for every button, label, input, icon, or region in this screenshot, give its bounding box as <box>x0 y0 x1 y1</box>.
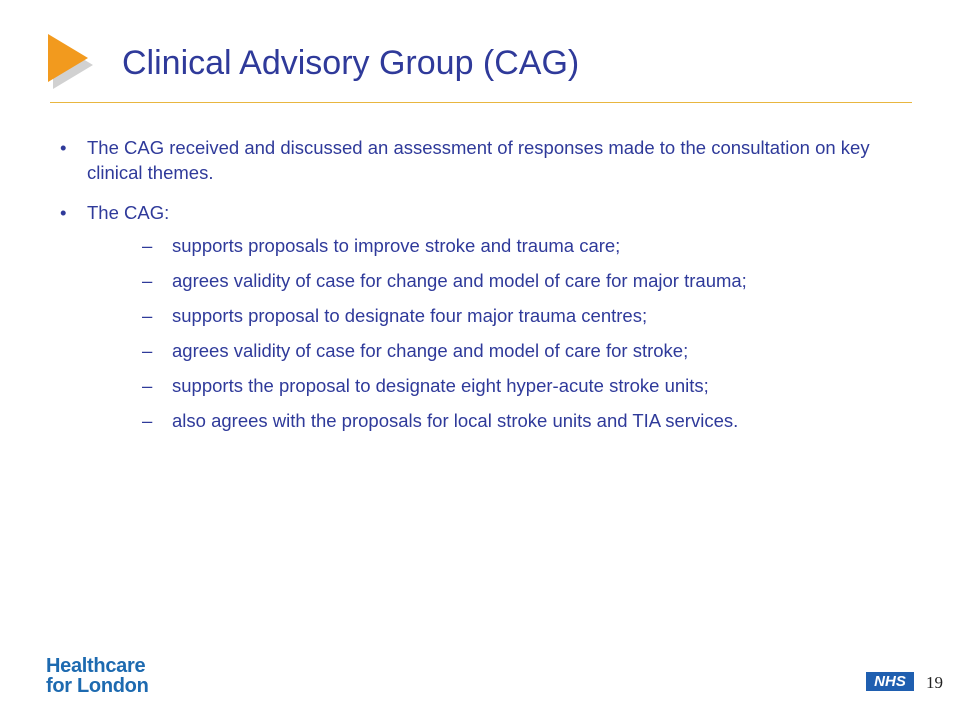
slide-title: Clinical Advisory Group (CAG) <box>122 44 580 82</box>
sub-item-text: agrees validity of case for change and model of care for major trauma; <box>172 270 747 291</box>
bullet-glyph: • <box>60 137 67 158</box>
sub-item <box>87 408 890 433</box>
logo-line: for London <box>46 675 149 697</box>
sub-item <box>87 373 890 398</box>
sub-item-text: supports proposal to designate four major trauma centres; <box>172 305 648 326</box>
dash-glyph: – <box>142 270 153 291</box>
dash-glyph: – <box>142 235 153 256</box>
sub-item-text: supports the proposal to designate eight hyper-acute stroke units; <box>172 375 709 396</box>
bullet-text: The CAG received and discussed an assessment of responses made to the consultation on key clinical themes. <box>87 137 870 183</box>
sub-item-text: supports proposals to improve stroke and trauma care; <box>172 235 621 256</box>
dash-glyph: – <box>142 410 153 431</box>
nhs-logo: NHS <box>866 672 914 691</box>
dash-glyph: – <box>142 340 153 361</box>
bullet-item <box>60 135 890 185</box>
slide-body <box>60 135 890 448</box>
sub-list <box>87 233 890 433</box>
healthcare-for-london-logo <box>46 656 149 696</box>
sub-item <box>87 303 890 328</box>
logo-line: Healthcare <box>46 655 146 677</box>
page-number: 19 <box>926 673 943 692</box>
sub-item-text: also agrees with the proposals for local stroke units and TIA services. <box>172 410 739 431</box>
bullet-item <box>60 200 890 433</box>
sub-item-text: agrees validity of case for change and model of care for stroke; <box>172 340 689 361</box>
dash-glyph: – <box>142 305 153 326</box>
sub-item <box>87 233 890 258</box>
sub-item <box>87 338 890 363</box>
bullet-text: The CAG: <box>87 202 170 223</box>
orange-arrow-icon <box>40 28 100 92</box>
dash-glyph: – <box>142 375 153 396</box>
sub-item <box>87 268 890 293</box>
bullet-glyph: • <box>60 202 67 223</box>
title-divider <box>50 102 912 103</box>
